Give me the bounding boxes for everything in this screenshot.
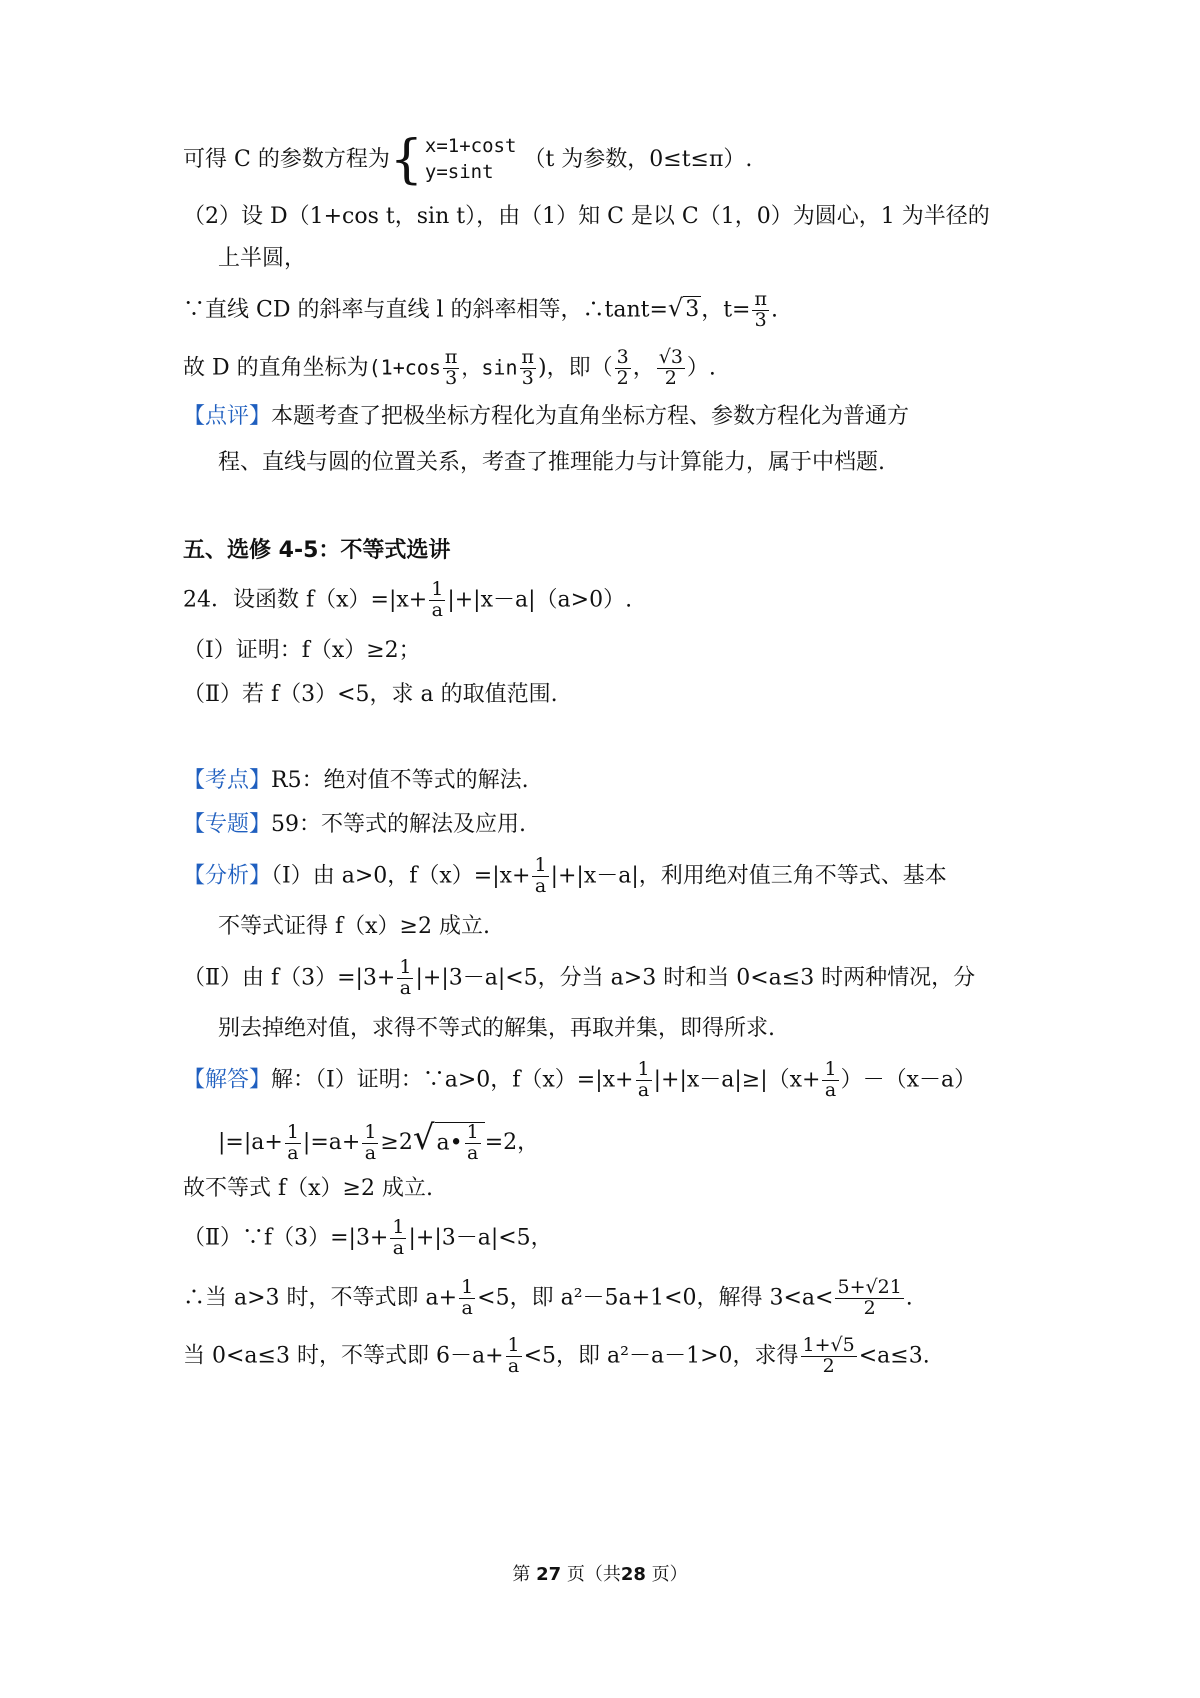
- fraction: [362, 1120, 378, 1164]
- sqrt-content: 3: [685, 297, 700, 323]
- equation-system: [425, 134, 517, 185]
- text: 24．设函数 f（x）=|x+: [183, 587, 428, 613]
- text: .: [770, 297, 778, 323]
- numerator: 3: [616, 346, 629, 368]
- sqrt-icon: √: [658, 346, 671, 368]
- fraction: [657, 348, 685, 389]
- numerator: 1: [824, 1058, 837, 1080]
- fraction: [397, 958, 413, 999]
- text: （t 为参数，0≤t≤π）.: [523, 147, 753, 172]
- numerator: 1: [392, 1216, 405, 1238]
- text: ∴当 a>3 时，不等式即 a+: [183, 1285, 458, 1311]
- denominator: 3: [445, 366, 458, 389]
- sqrt-icon: √: [412, 1118, 435, 1158]
- solution-line2: [218, 1118, 539, 1163]
- text: |+|x－a|，利用绝对值三角不等式、基本: [550, 863, 947, 889]
- fraction: [835, 1278, 903, 1319]
- numerator: 1: [507, 1334, 520, 1356]
- total-pages: 28: [620, 1564, 646, 1585]
- fraction: [636, 1060, 652, 1101]
- numerator: 1+√5: [802, 1334, 855, 1356]
- solution-case1: [183, 1278, 913, 1319]
- text: ≥2: [380, 1130, 413, 1155]
- text: <5，即 a²－5a+1<0，解得 3<a<: [477, 1285, 834, 1311]
- zhuanti-line: [183, 812, 526, 838]
- question-part1: （Ⅰ）证明：f（x）≥2；: [183, 638, 421, 663]
- equation-x: x=1+cost: [424, 135, 517, 158]
- numerator: 1: [466, 1120, 479, 1143]
- numerator: 5+√21: [837, 1276, 902, 1298]
- fraction: [752, 290, 769, 331]
- text: a•: [436, 1130, 463, 1155]
- numerator: 1: [364, 1120, 377, 1143]
- text: 解：（Ⅰ）证明：∵a>0，f（x）=|x+: [271, 1067, 634, 1093]
- text: ，sin: [461, 355, 518, 380]
- text: |+|x－a|≥|（x+: [653, 1067, 821, 1093]
- text: 故 D 的直角坐标为: [183, 355, 369, 381]
- denominator: a: [637, 1078, 650, 1101]
- text: 59：不等式的解法及应用.: [271, 812, 527, 837]
- denominator: 2: [616, 366, 629, 389]
- fraction: [532, 856, 548, 897]
- fraction: [443, 348, 460, 389]
- analysis-part2: [183, 958, 975, 999]
- comment-line: [183, 404, 909, 430]
- text: 当 0<a≤3 时，不等式即 6－a+: [183, 1343, 504, 1369]
- text: 可得 C 的参数方程为: [183, 147, 390, 172]
- text: |+|3－a|<5，分当 a>3 时和当 0<a≤3 时两种情况，分: [415, 965, 976, 991]
- denominator: a: [399, 976, 412, 999]
- fraction: [822, 1060, 838, 1101]
- denominator: a: [466, 1141, 479, 1164]
- text: 第: [512, 1564, 531, 1585]
- text: ，t=: [701, 297, 751, 323]
- numerator: 1: [286, 1120, 299, 1143]
- denominator: a: [392, 1236, 405, 1259]
- text: |+|3－a|<5，: [408, 1225, 553, 1251]
- kaodian-tag: 【考点】: [183, 768, 272, 793]
- text: <a≤3.: [858, 1343, 930, 1369]
- zhuanti-tag: 【专题】: [183, 812, 272, 837]
- denominator: a: [431, 598, 443, 621]
- equation-y: y=sint: [424, 161, 494, 183]
- text: （Ⅰ）由 a>0，f（x）=|x+: [271, 863, 531, 889]
- numerator: 1: [431, 578, 444, 600]
- text: (1+cos: [368, 355, 441, 380]
- text: 页）: [651, 1564, 688, 1585]
- fraction: [520, 348, 537, 389]
- denominator: 3: [754, 308, 767, 331]
- denominator: a: [364, 1141, 377, 1164]
- part2-line-cont: 上半圆，: [218, 246, 307, 271]
- coordinates-line: [183, 348, 716, 389]
- sqrt-content: 3: [670, 346, 683, 368]
- numerator: 1: [534, 854, 547, 876]
- comment-tag: 【点评】: [183, 404, 272, 429]
- fraction: [429, 580, 445, 621]
- text: |=|a+: [218, 1130, 283, 1155]
- solution-line3: 故不等式 f（x）≥2 成立.: [183, 1176, 433, 1201]
- fraction: [390, 1218, 406, 1259]
- page-number: 27: [536, 1564, 562, 1585]
- numerator: [657, 348, 685, 369]
- denominator: 2: [863, 1296, 876, 1319]
- solution-part2: [183, 1218, 553, 1259]
- fraction: [285, 1120, 301, 1164]
- analysis-part2-cont: 别去掉绝对值，求得不等式的解集，再取并集，即得所求.: [218, 1016, 775, 1041]
- denominator: a: [287, 1141, 299, 1164]
- analysis-tag: 【分析】: [183, 863, 272, 889]
- text: 本题考查了把极坐标方程化为直角坐标方程、参数方程化为普通方: [271, 404, 910, 429]
- solution-line: [183, 1060, 976, 1101]
- denominator: a: [824, 1078, 837, 1101]
- denominator: a: [534, 874, 547, 897]
- page-footer: [0, 1560, 1200, 1586]
- denominator: a: [461, 1296, 473, 1319]
- text: =2，: [484, 1130, 540, 1155]
- brace-icon: {: [389, 130, 423, 190]
- sqrt-icon: √: [667, 294, 684, 323]
- section-heading: 五、选修 4-5：不等式选讲: [183, 538, 451, 563]
- text: )，即（: [538, 355, 613, 381]
- text: <5，即 a²－a－1>0，求得: [523, 1343, 799, 1369]
- denominator: 3: [521, 366, 534, 389]
- numerator: π: [521, 346, 535, 368]
- fraction: [801, 1336, 857, 1377]
- text: |=a+: [302, 1130, 361, 1155]
- numerator: 1: [399, 956, 412, 978]
- denominator: 2: [664, 366, 677, 389]
- fraction: [615, 348, 631, 389]
- fraction: [459, 1278, 475, 1319]
- denominator: 2: [822, 1354, 835, 1377]
- kaodian-line: [183, 768, 529, 794]
- numerator: π: [444, 346, 458, 368]
- numerator: 1: [637, 1058, 650, 1080]
- text: |+|x－a|（a>0）.: [447, 587, 633, 613]
- text: ）－（x－a）: [840, 1067, 977, 1093]
- numerator: π: [754, 288, 767, 310]
- comment-line-cont: 程、直线与圆的位置关系，考查了推理能力与计算能力，属于中档题.: [218, 450, 885, 475]
- question-24: [183, 580, 632, 621]
- denominator: a: [507, 1354, 520, 1377]
- solution-case2: [183, 1336, 930, 1377]
- text: ）.: [686, 355, 716, 381]
- text: ∵直线 CD 的斜率与直线 l 的斜率相等，∴tant=: [183, 297, 668, 323]
- fraction: [465, 1120, 481, 1164]
- analysis-line-cont: 不等式证得 f（x）≥2 成立.: [218, 914, 490, 939]
- text: R5：绝对值不等式的解法.: [271, 768, 529, 793]
- param-equation-line: [183, 130, 753, 190]
- text: .: [905, 1285, 913, 1311]
- fraction: [506, 1336, 522, 1377]
- numerator: 1: [461, 1276, 474, 1298]
- text: 页（共: [566, 1564, 621, 1585]
- question-part2: （Ⅱ）若 f（3）<5，求 a 的取值范围.: [183, 682, 558, 707]
- analysis-line: [183, 856, 947, 897]
- text: （Ⅱ）由 f（3）=|3+: [183, 965, 396, 991]
- part2-line: （2）设 D（1+cos t，sin t），由（1）知 C 是以 C（1，0）为圆心，1 为半径的: [183, 204, 990, 229]
- text: ，: [632, 355, 655, 381]
- sqrt-content: [435, 1122, 485, 1164]
- solution-tag: 【解答】: [183, 1067, 272, 1093]
- text: （Ⅱ）∵f（3）=|3+: [183, 1225, 389, 1251]
- slope-line: [183, 290, 778, 331]
